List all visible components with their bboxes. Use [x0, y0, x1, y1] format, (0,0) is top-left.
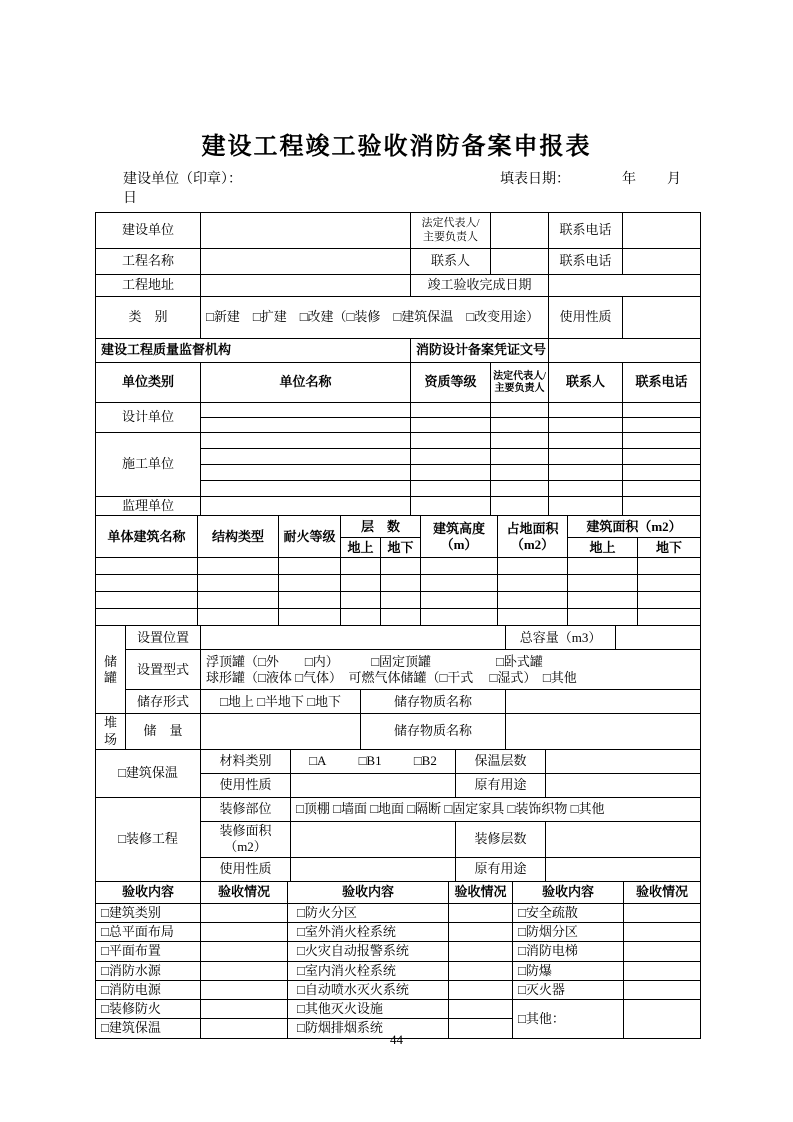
area-below-header: 地下	[638, 538, 701, 558]
unit-cell[interactable]	[201, 433, 411, 449]
tank-type-label: 设置型式	[126, 650, 201, 690]
acceptance-item-checkbox[interactable]: □防烟分区	[513, 923, 624, 942]
floors-below-header: 地下	[381, 538, 421, 558]
acceptance-item-checkbox[interactable]: □防火分区	[288, 903, 449, 922]
year-label: 年	[622, 172, 636, 187]
unit-cell[interactable]	[491, 449, 549, 465]
building-cell[interactable]	[568, 609, 638, 626]
decoration-area-label-line1: 装修面积	[219, 823, 272, 838]
acceptance-item-checkbox[interactable]: □室内消火栓系统	[288, 961, 449, 980]
insulation-group-checkbox[interactable]: □建筑保温	[96, 749, 201, 797]
structure-type-header: 结构类型	[198, 516, 279, 558]
tank-capacity-label: 总容量（m3）	[506, 626, 616, 650]
project-address-value[interactable]	[201, 275, 411, 297]
building-cell[interactable]	[498, 558, 568, 575]
building-cell[interactable]	[96, 575, 198, 592]
building-cell[interactable]	[198, 575, 279, 592]
unit-cell[interactable]	[201, 481, 411, 497]
unit-cell[interactable]	[201, 449, 411, 465]
unit-cell[interactable]	[201, 403, 411, 418]
contact-person-value[interactable]	[491, 249, 549, 275]
tank-location-label: 设置位置	[126, 626, 201, 650]
status-cell[interactable]	[201, 942, 288, 961]
completion-date-value[interactable]	[549, 275, 701, 297]
yard-group-label: 堆场	[96, 714, 126, 750]
category-options[interactable]: □新建 □扩建 □改建（□装修 □建筑保温 □改变用途）	[201, 297, 549, 339]
unit-cell[interactable]	[549, 481, 623, 497]
fill-date-label: 填表日期：	[500, 172, 570, 187]
qualification-header: 资质等级	[411, 363, 491, 403]
unit-cell[interactable]	[411, 465, 491, 481]
unit-cell[interactable]	[411, 403, 491, 418]
unit-cell[interactable]	[549, 418, 623, 433]
building-cell[interactable]	[341, 575, 381, 592]
building-cell[interactable]	[381, 609, 421, 626]
building-cell[interactable]	[198, 609, 279, 626]
building-cell[interactable]	[568, 575, 638, 592]
building-cell[interactable]	[96, 558, 198, 575]
acceptance-content-header: 验收内容	[96, 881, 201, 903]
unit-legal-rep-header-line1: 法定代表人/	[493, 370, 546, 382]
status-cell[interactable]	[449, 923, 513, 942]
unit-cell[interactable]	[201, 418, 411, 433]
unit-cell[interactable]	[411, 449, 491, 465]
floors-above-header: 地上	[341, 538, 381, 558]
decoration-area-label	[201, 821, 291, 857]
acceptance-item-checkbox[interactable]: □灭火器	[513, 980, 624, 999]
building-cell[interactable]	[498, 609, 568, 626]
unit-cell[interactable]	[411, 433, 491, 449]
phone-label-1: 联系电话	[549, 213, 623, 249]
building-cell[interactable]	[96, 609, 198, 626]
status-cell[interactable]	[201, 980, 288, 999]
unit-cell[interactable]	[623, 433, 701, 449]
insulation-layers-value[interactable]	[546, 749, 701, 773]
project-name-label: 工程名称	[96, 249, 201, 275]
building-cell[interactable]	[568, 592, 638, 609]
unit-cell[interactable]	[549, 449, 623, 465]
unit-cell[interactable]	[411, 481, 491, 497]
fire-rating-header: 耐火等级	[279, 516, 341, 558]
acceptance-table	[95, 881, 701, 1039]
unit-cell[interactable]	[623, 497, 701, 516]
unit-cell[interactable]	[491, 497, 549, 516]
building-cell[interactable]	[638, 575, 701, 592]
acceptance-item-checkbox[interactable]: □建筑类别	[96, 903, 201, 922]
usage-value[interactable]	[623, 297, 701, 339]
construction-unit-label: 建设单位	[96, 213, 201, 249]
legal-rep-label	[411, 213, 491, 249]
unit-cell[interactable]	[623, 449, 701, 465]
unit-phone-header: 联系电话	[623, 363, 701, 403]
material-option-b2-checkbox[interactable]: □B2	[413, 753, 437, 769]
decoration-usage-label: 使用性质	[201, 857, 291, 881]
decoration-area-label-line2: （m2）	[224, 839, 267, 855]
acceptance-item-checkbox[interactable]: □建筑保温	[96, 1019, 201, 1038]
building-cell[interactable]	[421, 609, 498, 626]
unit-cell[interactable]	[491, 481, 549, 497]
status-cell[interactable]	[624, 980, 701, 999]
building-cell[interactable]	[381, 592, 421, 609]
unit-contact-header: 联系人	[549, 363, 623, 403]
design-record-no-value[interactable]	[549, 339, 701, 363]
status-cell[interactable]	[449, 961, 513, 980]
floors-header: 层 数	[341, 516, 421, 538]
phone-value-1[interactable]	[623, 213, 701, 249]
footprint-header-line1: 占地面积	[506, 520, 559, 536]
floor-area-header: 建筑面积（m2）	[568, 516, 701, 538]
building-height-header	[421, 516, 498, 558]
building-cell[interactable]	[279, 575, 341, 592]
supervision-unit-label: 监理单位	[96, 497, 201, 516]
building-cell[interactable]	[198, 558, 279, 575]
status-cell[interactable]	[449, 903, 513, 922]
unit-name-header: 单位名称	[201, 363, 411, 403]
building-cell[interactable]	[638, 592, 701, 609]
contact-person-label: 联系人	[411, 249, 491, 275]
yard-substance-value[interactable]	[506, 714, 701, 750]
unit-cell[interactable]	[549, 433, 623, 449]
phone-label-2: 联系电话	[549, 249, 623, 275]
status-cell[interactable]	[201, 923, 288, 942]
building-cell[interactable]	[279, 558, 341, 575]
design-record-no-label: 消防设计备案凭证文号	[411, 339, 549, 363]
decoration-area-value[interactable]	[291, 821, 456, 857]
building-cell[interactable]	[279, 592, 341, 609]
status-cell[interactable]	[624, 942, 701, 961]
unit-cell[interactable]	[549, 497, 623, 516]
project-address-label: 工程地址	[96, 275, 201, 297]
material-option-b1-checkbox[interactable]: □B1	[358, 753, 382, 769]
status-cell[interactable]	[201, 903, 288, 922]
building-cell[interactable]	[381, 558, 421, 575]
basic-info-table	[95, 212, 701, 516]
decoration-group-checkbox[interactable]: □装修工程	[96, 797, 201, 881]
insulation-original-use-label: 原有用途	[456, 773, 546, 797]
acceptance-item-checkbox[interactable]: □消防水源	[96, 961, 201, 980]
insulation-decoration-table	[95, 749, 701, 882]
material-options[interactable]	[291, 749, 456, 773]
decoration-original-use-label: 原有用途	[456, 857, 546, 881]
legal-rep-label-line2: 主要负责人	[423, 230, 478, 243]
month-label: 月	[667, 172, 681, 187]
acceptance-item-checkbox[interactable]: □室外消火栓系统	[288, 923, 449, 942]
form-meta	[95, 168, 735, 210]
buildings-table	[95, 515, 701, 626]
building-cell[interactable]	[341, 592, 381, 609]
unit-cell[interactable]	[201, 497, 411, 516]
footprint-header-line2: （m2）	[510, 536, 555, 552]
quality-org-label: 建设工程质量监督机构	[96, 339, 411, 363]
building-cell[interactable]	[279, 609, 341, 626]
unit-legal-rep-header	[491, 363, 549, 403]
tank-group-label: 储罐	[96, 626, 126, 714]
unit-cell[interactable]	[491, 433, 549, 449]
building-cell[interactable]	[421, 592, 498, 609]
acceptance-item-checkbox[interactable]: □火灾自动报警系统	[288, 942, 449, 961]
page-number: 44	[390, 1032, 403, 1047]
unit-cell[interactable]	[549, 403, 623, 418]
unit-cell[interactable]	[491, 403, 549, 418]
decoration-layers-value[interactable]	[546, 821, 701, 857]
design-unit-label: 设计单位	[96, 403, 201, 433]
unit-cell[interactable]	[491, 465, 549, 481]
unit-cell[interactable]	[411, 418, 491, 433]
category-label: 类 别	[96, 297, 201, 339]
unit-cell[interactable]	[549, 465, 623, 481]
acceptance-content-header: 验收内容	[288, 881, 449, 903]
acceptance-item-checkbox[interactable]: □自动喷水灭火系统	[288, 980, 449, 999]
status-cell[interactable]	[624, 961, 701, 980]
tank-type-options-line1[interactable]: 浮顶罐（□外 □内） □固定顶罐 □卧式罐	[206, 653, 543, 669]
form-title: 建设工程竣工验收消防备案申报表	[201, 134, 592, 160]
status-cell[interactable]	[624, 923, 701, 942]
unit-cell[interactable]	[201, 465, 411, 481]
tank-yard-table	[95, 625, 701, 750]
status-cell[interactable]	[201, 1000, 288, 1019]
acceptance-item-checkbox[interactable]: □防烟排烟系统	[288, 1019, 449, 1038]
day-label: 日	[123, 191, 137, 206]
status-cell[interactable]	[449, 1000, 513, 1019]
building-cell[interactable]	[341, 558, 381, 575]
material-type-label: 材料类别	[201, 749, 291, 773]
decoration-usage-value[interactable]	[291, 857, 456, 881]
building-cell[interactable]	[96, 592, 198, 609]
decoration-original-use-value[interactable]	[546, 857, 701, 881]
yard-quantity-label: 储 量	[126, 714, 201, 750]
acceptance-item-checkbox[interactable]: □防爆	[513, 961, 624, 980]
unit-cell[interactable]	[623, 403, 701, 418]
form-body	[95, 212, 700, 1039]
area-above-header: 地上	[568, 538, 638, 558]
status-cell[interactable]	[449, 942, 513, 961]
tank-type-options[interactable]	[201, 650, 701, 690]
footprint-header	[498, 516, 568, 558]
tank-form-options[interactable]: □地上 □半地下 □地下	[201, 690, 361, 714]
project-name-value[interactable]	[201, 249, 411, 275]
building-cell[interactable]	[498, 575, 568, 592]
building-name-header: 单体建筑名称	[96, 516, 198, 558]
decoration-parts-label: 装修部位	[201, 797, 291, 821]
yard-quantity-value[interactable]	[201, 714, 361, 750]
acceptance-item-checkbox[interactable]: □其他灭火设施	[288, 1000, 449, 1019]
material-option-a-checkbox[interactable]: □A	[309, 753, 327, 769]
construction-unit-value[interactable]	[201, 213, 411, 249]
acceptance-item-checkbox[interactable]: □平面布置	[96, 942, 201, 961]
building-cell[interactable]	[638, 609, 701, 626]
usage-label: 使用性质	[549, 297, 623, 339]
tank-type-options-line2[interactable]: 球形罐（□液体 □气体） 可燃气体储罐（□干式 □湿式） □其他	[206, 669, 577, 685]
acceptance-other-checkbox[interactable]: □其他：	[513, 1000, 624, 1039]
status-cell[interactable]	[201, 961, 288, 980]
decoration-layers-label: 装修层数	[456, 821, 546, 857]
completion-date-label: 竣工验收完成日期	[411, 275, 549, 297]
acceptance-status-header: 验收情况	[201, 881, 288, 903]
tank-location-value[interactable]	[201, 626, 506, 650]
unit-cell[interactable]	[623, 418, 701, 433]
insulation-usage-label: 使用性质	[201, 773, 291, 797]
stamp-label: 建设单位（印章）：	[123, 172, 242, 187]
insulation-layers-label: 保温层数	[456, 749, 546, 773]
unit-cell[interactable]	[623, 465, 701, 481]
building-cell[interactable]	[341, 609, 381, 626]
building-cell[interactable]	[568, 558, 638, 575]
legal-rep-label-line1: 法定代表人/	[421, 217, 480, 230]
phone-value-2[interactable]	[623, 249, 701, 275]
status-cell[interactable]	[449, 980, 513, 999]
building-cell[interactable]	[638, 558, 701, 575]
acceptance-item-checkbox[interactable]: □消防电梯	[513, 942, 624, 961]
unit-legal-rep-header-line2: 主要负责人	[494, 382, 545, 394]
legal-rep-value[interactable]	[491, 213, 549, 249]
decoration-parts-options[interactable]: □顶棚 □墙面 □地面 □隔断 □固定家具 □装饰织物 □其他	[291, 797, 701, 821]
yard-substance-label: 储存物质名称	[361, 714, 506, 750]
unit-cell[interactable]	[491, 418, 549, 433]
building-cell[interactable]	[421, 575, 498, 592]
insulation-original-use-value[interactable]	[546, 773, 701, 797]
unit-cell[interactable]	[411, 497, 491, 516]
insulation-usage-value[interactable]	[291, 773, 456, 797]
building-cell[interactable]	[498, 592, 568, 609]
acceptance-content-header: 验收内容	[513, 881, 624, 903]
status-cell[interactable]	[624, 903, 701, 922]
acceptance-item-checkbox[interactable]: □消防电源	[96, 980, 201, 999]
acceptance-item-checkbox[interactable]: □装修防火	[96, 1000, 201, 1019]
acceptance-item-checkbox[interactable]: □安全疏散	[513, 903, 624, 922]
acceptance-status-header: 验收情况	[624, 881, 701, 903]
building-cell[interactable]	[198, 592, 279, 609]
building-height-header-line2: （m）	[440, 536, 478, 552]
tank-form-label: 储存形式	[126, 690, 201, 714]
unit-cell[interactable]	[623, 481, 701, 497]
acceptance-status-header: 验收情况	[449, 881, 513, 903]
material-options-row	[293, 753, 453, 769]
tank-substance-label: 储存物质名称	[361, 690, 506, 714]
tank-substance-value[interactable]	[506, 690, 701, 714]
building-cell[interactable]	[421, 558, 498, 575]
construction-contractor-label: 施工单位	[96, 433, 201, 497]
tank-capacity-value[interactable]	[616, 626, 701, 650]
unit-type-header: 单位类别	[96, 363, 201, 403]
building-height-header-line1: 建筑高度	[433, 520, 486, 536]
acceptance-item-checkbox[interactable]: □总平面布局	[96, 923, 201, 942]
building-cell[interactable]	[381, 575, 421, 592]
